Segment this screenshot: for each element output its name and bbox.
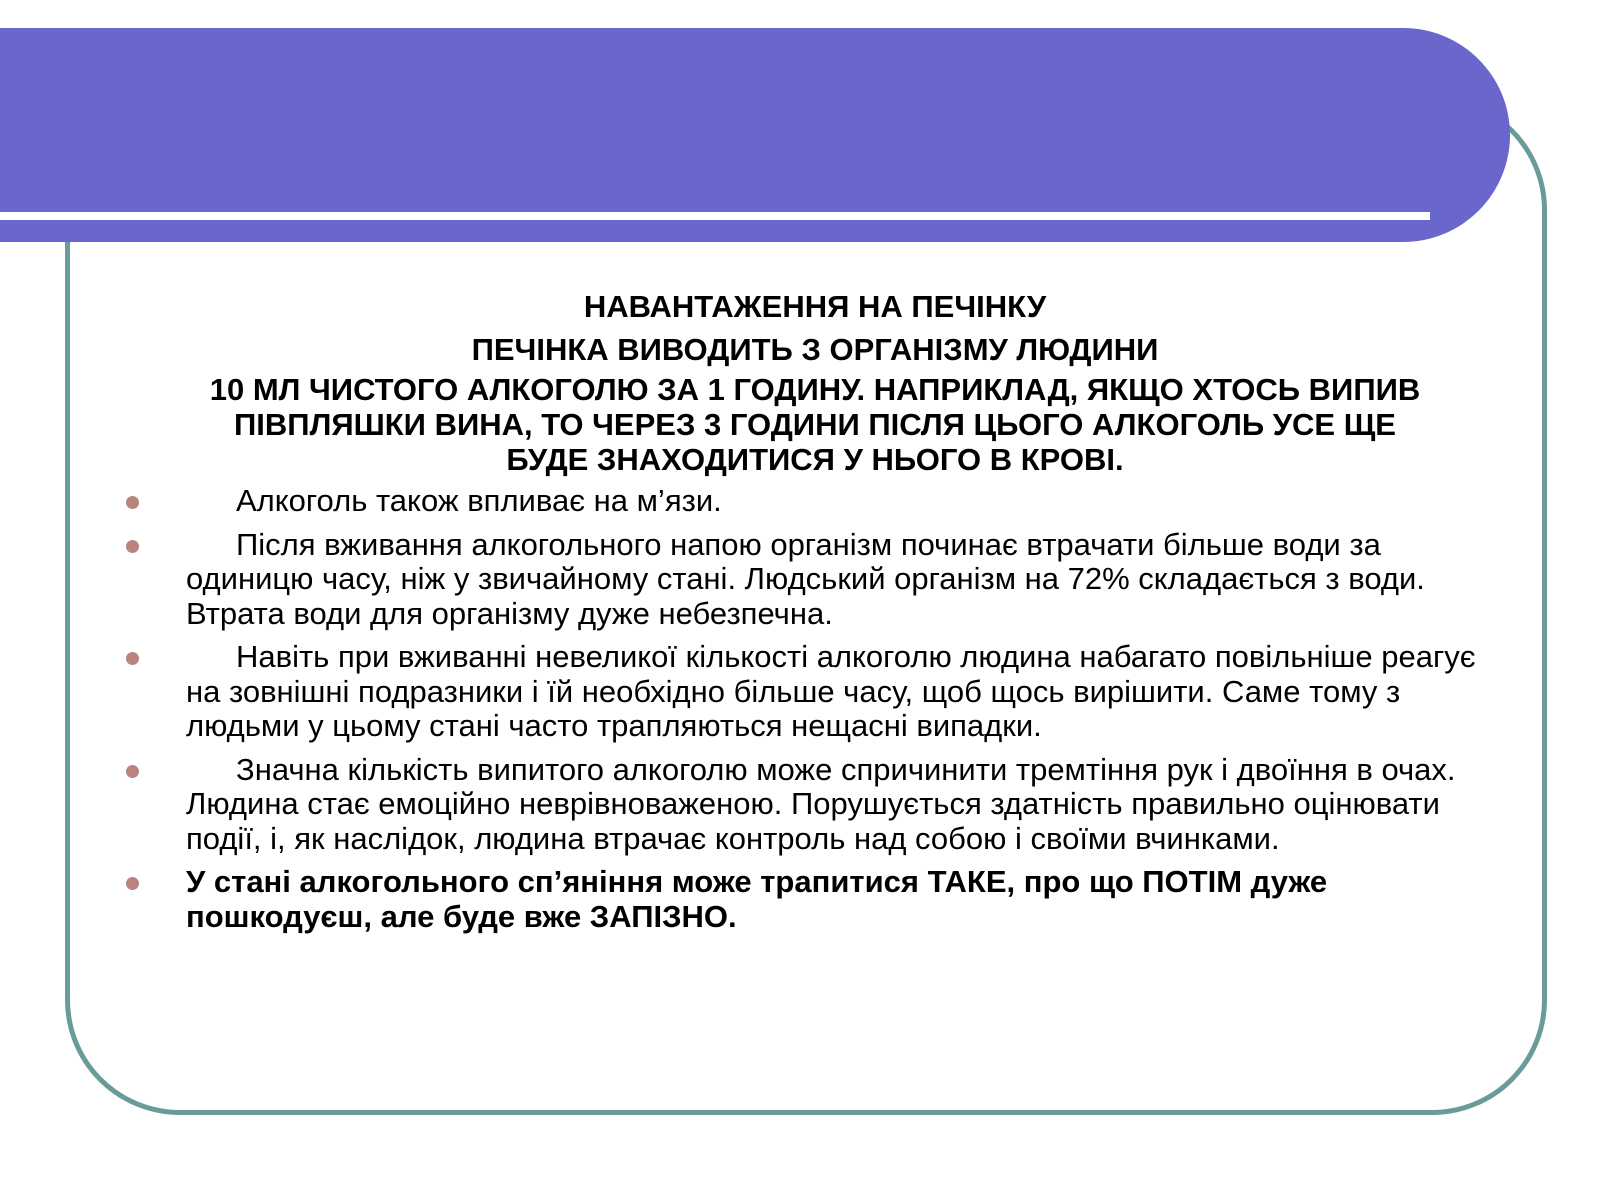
bullet-text: У стані алкогольного сп’яніння може трапитися ТАКЕ, про що ПОТІМ дуже пошкодуєш, але буде вже ЗАПІЗНО.	[186, 864, 1328, 934]
bullet-list	[120, 484, 1500, 943]
bullet-item-warning	[120, 865, 1500, 934]
bullet-item-tremor	[120, 753, 1500, 857]
bullet-dot-icon	[126, 652, 139, 665]
bullet-item-water	[120, 528, 1500, 632]
heading-line-1: НАВАНТАЖЕННЯ НА ПЕЧІНКУ	[583, 289, 1047, 324]
bullet-item-reaction	[120, 640, 1500, 744]
header-band	[0, 28, 1510, 242]
header-divider	[0, 212, 1430, 220]
bullet-dot-icon	[126, 765, 139, 778]
bullet-dot-icon	[126, 496, 139, 509]
bullet-text: Після вживання алкогольного напою організм починає втрачати більше води за одиницю часу, ніж у звичайному стані. Людський організм на 72% складається з води. Втрата води для організму дуже небезпечна.	[186, 526, 1425, 631]
slide-heading	[150, 285, 1480, 477]
bullet-dot-icon	[126, 540, 139, 553]
bullet-dot-icon	[126, 877, 139, 890]
heading-line-2: ПЕЧІНКА ВИВОДИТЬ З ОРГАНІЗМУ ЛЮДИНИ	[471, 332, 1159, 367]
bullet-text: Значна кількість випитого алкоголю може спричинити тремтіння рук і двоїння в очах. Людина стає емоційно неврівноваженою. Порушується здатність правильно оцінювати події, і, як наслідок, людина втрачає контроль над собою і своїми вчинками.	[186, 751, 1456, 856]
heading-paragraph: 10 МЛ ЧИСТОГО АЛКОГОЛЮ ЗА 1 ГОДИНУ. НАПРИКЛАД, ЯКЩО ХТОСЬ ВИПИВ ПІВПЛЯШКИ ВИНА, ТО ЧЕРЕЗ 3 ГОДИНИ ПІСЛЯ ЦЬОГО АЛКОГОЛЬ УСЕ ЩЕ БУДЕ ЗНАХОДИТИСЯ У НЬОГО В КРОВІ.	[209, 372, 1421, 477]
bullet-item-muscles	[120, 484, 1500, 519]
bullet-text: Алкоголь також впливає на м’язи.	[236, 483, 722, 518]
bullet-text: Навіть при вживанні невеликої кількості алкоголю людина набагато повільніше реагує на зовнішні подразники і їй необхідно більше часу, щоб щось вирішити. Саме тому з людьми у цьому стані часто трапляються нещасні випадки.	[186, 639, 1476, 743]
